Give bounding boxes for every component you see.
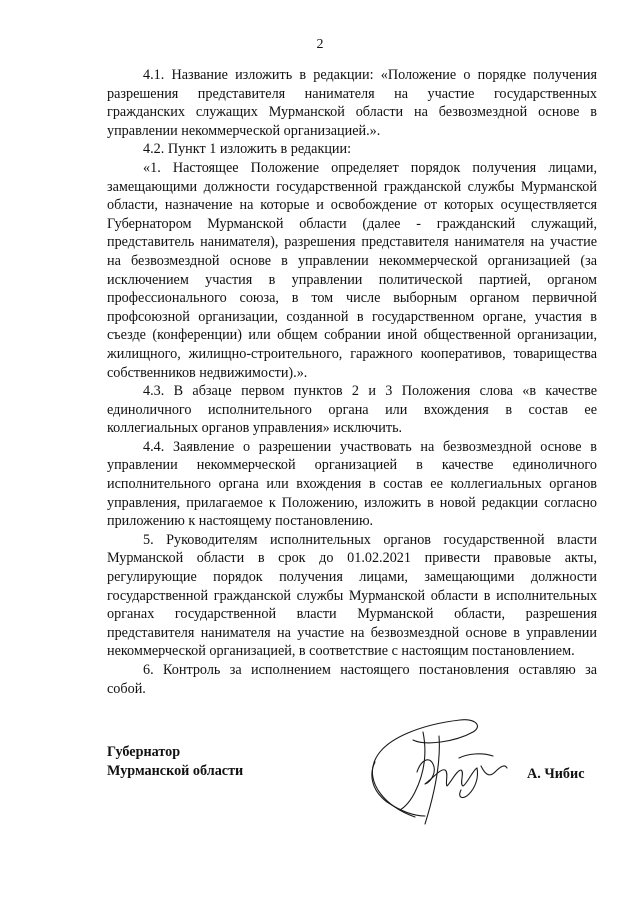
signatory-title-line-1: Губернатор xyxy=(107,744,181,760)
handwritten-signature xyxy=(355,712,525,832)
page-number: 2 xyxy=(316,37,324,52)
paragraph-6: 6. Контроль за исполнением настоящего постановления оставляю за собой. xyxy=(107,662,597,697)
signatory-name: А. Чибис xyxy=(527,766,585,782)
paragraph-4-2-quote: «1. Настоящее Положение определяет порядок получения лицами, замещающими должности государственной гражданской службы Мурманской области, назначение на которые и освобождение от которых осуществляется Губернатором Мурманской области (далее - гражданский служащий, представитель нанимателя), разрешения представителя нанимателя на участие на безвозмездной основе в управлении некоммерческой организацией (за исключением участия в управлении политической партией, органом профессионального союза, в том числе выборным органом первичной профсоюзной организации, созданной в государственном органе, участия в съезде (конференции) или общем собрании иной общественной организации, жилищного, жилищно-строительного, гаражного кооперативов, товарищества собственников недвижимости).». xyxy=(107,159,597,381)
paragraph-5: 5. Руководителям исполнительных органов государственной власти Мурманской области в срок до 01.02.2021 привести правовые акты, регулирующие порядок получения лицами, замещающими должности государственной гражданской службы Мурманской области в исполнительных органах государственной власти Мурманской области, разрешения представителя нанимателя на участие на безвозмездной основе в управлении некоммерческой организацией, в соответствие с настоящим постановлением. xyxy=(107,531,597,660)
signatory-title-line-2: Мурманской области xyxy=(107,762,244,779)
paragraph-4-1: 4.1. Название изложить в редакции: «Положение о порядке получения разрешения представителя нанимателя на участие государственных гражданских служащих Мурманской области на безвозмездной основе в управлении некоммерческой организацией.». xyxy=(107,67,597,139)
signatory-title xyxy=(107,743,243,780)
paragraph-4-3: 4.3. В абзаце первом пунктов 2 и 3 Положения слова «в качестве единоличного исполнительного органа или вхождения в состав ее коллегиальных органов управления» исключить. xyxy=(107,383,597,437)
paragraph-4-4: 4.4. Заявление о разрешении участвовать на безвозмездной основе в управлении некоммерческой организацией в качестве единоличного исполнительного органа или вхождения в состав ее коллегиальных органов управления, прилагаемое к Положению, изложить в новой редакции согласно приложению к настоящему постановлению. xyxy=(107,438,597,530)
paragraph-4-2: 4.2. Пункт 1 изложить в редакции: xyxy=(143,141,352,158)
